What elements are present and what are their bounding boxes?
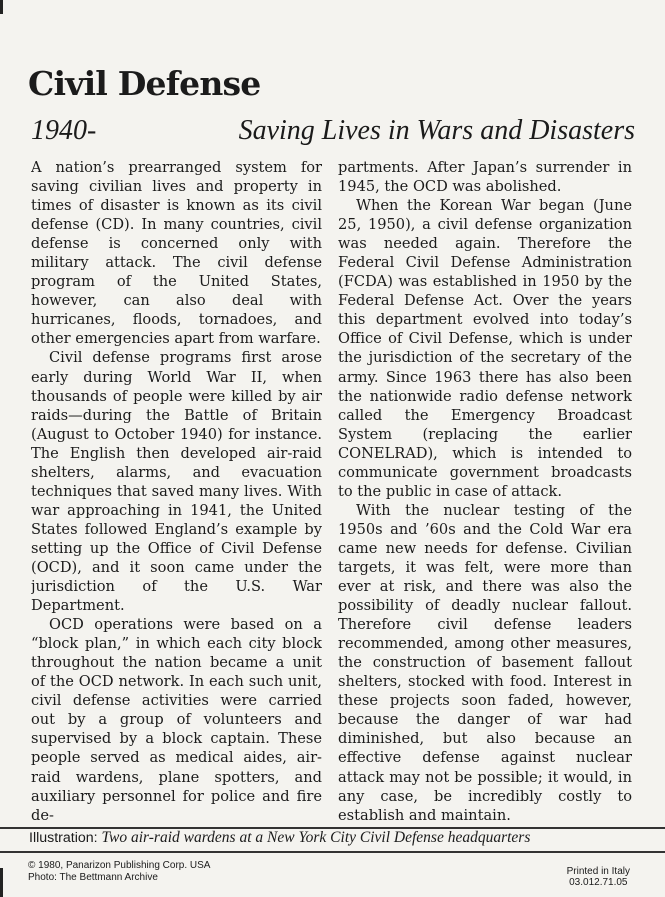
paragraph: When the Korean War began (June 25, 1950), a civil defense organization was needed again. Therefore the Federal Civil Defense Administration (FCDA) was established in 1950 by the Federal Defense Act. Over the years this department evolved into today’s Office of Civil Defense, which is under the jurisdiction of the secretary of the army. Since 1963 there has also been the nationwide radio defense network called the Emergency Broadcast System (replacing the earlier CONELRAD), which is intended to communicate government broadcasts to the public in case of attack. <box>338 197 632 500</box>
paragraph: partments. After Japan’s surrender in 1945, the OCD was abolished. <box>338 159 632 196</box>
copyright-text: © 1980, Panarizon Publishing Corp. USA <box>28 860 211 871</box>
paragraph: OCD operations were based on a “block plan,” in which each city block throughout the nation became a unit of the OCD network. In each such unit, civil defense activities were carried out by a group of volunteers and supervised by a block captain. These people served as medical aides, air-raid wardens, plane spotters, and auxiliary personnel for police and fire de- <box>31 616 322 824</box>
product-code: 03.012.71.05 <box>569 877 628 888</box>
illustration-caption <box>29 829 530 847</box>
card-subtitle: Saving Lives in Wars and Disasters <box>238 115 635 146</box>
paragraph: A nation’s prearranged system for saving civilian lives and property in times of disaster is known as its civil defense (CD). In many countries, civil defense is concerned only with military attack. The civil defense program of the United States, however, can also deal with hurricanes, floods, tornadoes, and other emergencies apart from warfare. <box>31 159 322 348</box>
year-range: 1940- <box>31 115 97 146</box>
print-info <box>567 866 630 888</box>
photo-credit: Photo: The Bettmann Archive <box>28 872 158 883</box>
paragraph: With the nuclear testing of the 1950s and ’60s and the Cold War era came new needs for defense. Civilian targets, it was felt, were more than ever at risk, and there was also the possibility of deadly nuclear fallout. Therefore civil defense leaders recommended, among other measures, the construction of basement fallout shelters, stocked with food. Interest in these projects soon faded, however, because the danger of war had diminished, but also because an effective defense against nuclear attack may not be possible; it would, in any case, be incredibly costly to establish and maintain. <box>338 501 632 824</box>
card-title: Civil Defense <box>28 64 261 103</box>
body-right-column <box>338 158 632 826</box>
printed-in: Printed in Italy <box>566 866 630 877</box>
paragraph: Civil defense programs first arose early during World War II, when thousands of people were killed by air raids—during the Battle of Britain (August to October 1940) for instance. The English then developed air-raid shelters, alarms, and evacuation techniques that saved many lives. With war approaching in 1941, the United States followed England’s example by setting up the Office of Civil Defense (OCD), and it soon came under the jurisdiction of the U.S. War Department. <box>31 349 322 615</box>
caption-label: Illustration: <box>29 830 102 846</box>
credits <box>28 860 210 884</box>
caption-text: Two air-raid wardens at a New York City Civil Defense headquarters <box>101 829 531 846</box>
footer-divider <box>0 851 665 853</box>
edge-mark <box>0 0 3 14</box>
edge-mark <box>0 868 3 897</box>
body-left-column <box>31 158 322 826</box>
